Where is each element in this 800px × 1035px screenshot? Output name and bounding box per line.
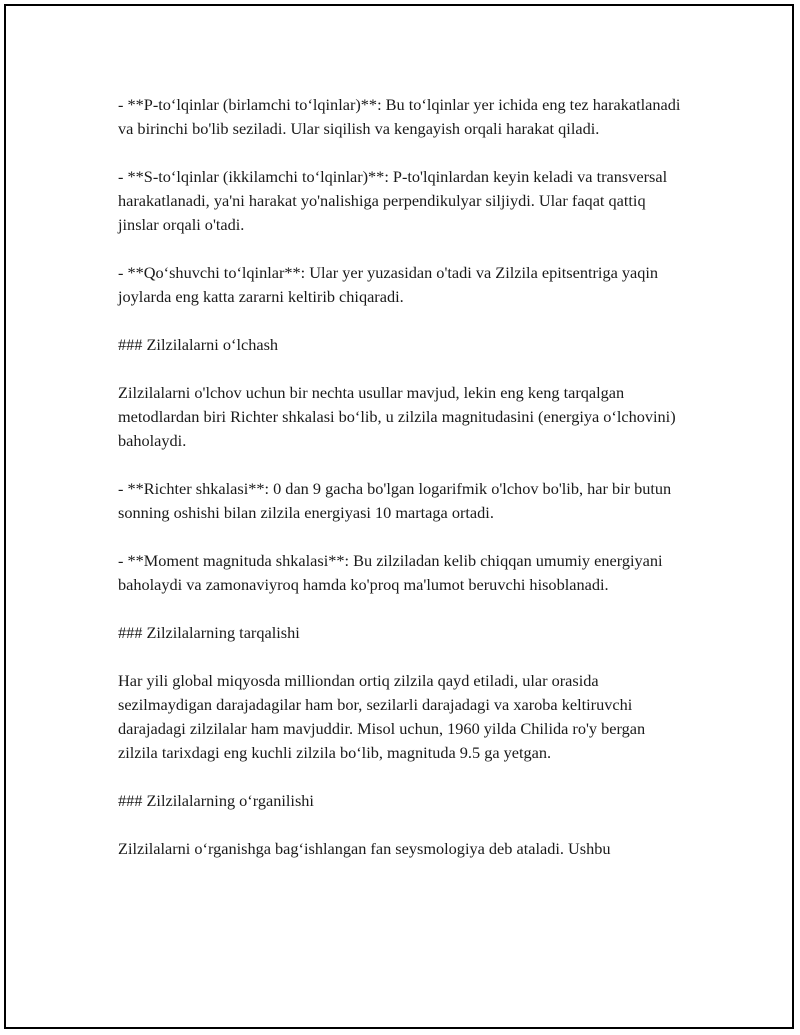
- paragraph-s-waves: - **S-to‘lqinlar (ikkilamchi to‘lqinlar)**: P-to'lqinlardan keyin keladi va transversal harakatlanadi, ya'ni harakat yo'nalishiga perpendikulyar siljiydi. Ular faqat qattiq jinslar orqali o'tadi.: [118, 167, 668, 234]
- heading-distribution: ### Zilzilalarning tarqalishi: [118, 623, 300, 642]
- heading-study: ### Zilzilalarning o‘rganilishi: [118, 791, 314, 810]
- heading-measurement: ### Zilzilalarni o‘lchash: [118, 335, 279, 354]
- paragraph-moment-magnitude: - **Moment magnituda shkalasi**: Bu zilziladan kelib chiqqan umumiy energiyani baholaydi va zamonaviyroq hamda ko'proq ma'lumot beruvchi hisoblanadi.: [118, 551, 663, 594]
- paragraph-p-waves: - **P-to‘lqinlar (birlamchi to‘lqinlar)**: Bu to‘lqinlar yer ichida eng tez harakatlanadi va birinchi bo'lib seziladi. Ular siqilish va kengayish orqali harakat qiladi.: [118, 95, 681, 138]
- paragraph-measurement-intro: Zilzilalarni o'lchov uchun bir nechta usullar mavjud, lekin eng keng tarqalgan metodlardan biri Richter shkalasi bo‘lib, u zilzila magnitudasini (energiya o‘lchovini) baholaydi.: [118, 383, 676, 450]
- document-body: [118, 93, 688, 885]
- paragraph-richter-scale: - **Richter shkalasi**: 0 dan 9 gacha bo'lgan logarifmik o'lchov bo'lib, har bir butun sonning oshishi bilan zilzila energiyasi 10 martaga ortadi.: [118, 479, 672, 522]
- paragraph-study: Zilzilalarni o‘rganishga bag‘ishlangan fan seysmologiya deb ataladi. Ushbu: [118, 839, 611, 858]
- paragraph-distribution: Har yili global miqyosda milliondan ortiq zilzila qayd etiladi, ular orasida sezilmaydigan darajadagilar ham bor, sezilarli darajadagi va xaroba keltiruvchi darajadagi zilzilalar ham mavjuddir. Misol uchun, 1960 yilda Chilida ro'y bergan zilzila tarixdagi eng kuchli zilzila bo‘lib, magnituda 9.5 ga yetgan.: [118, 671, 646, 762]
- paragraph-surface-waves: - **Qo‘shuvchi to‘lqinlar**: Ular yer yuzasidan o'tadi va Zilzila epitsentriga yaqin joylarda eng katta zararni keltirib chiqaradi.: [118, 263, 659, 306]
